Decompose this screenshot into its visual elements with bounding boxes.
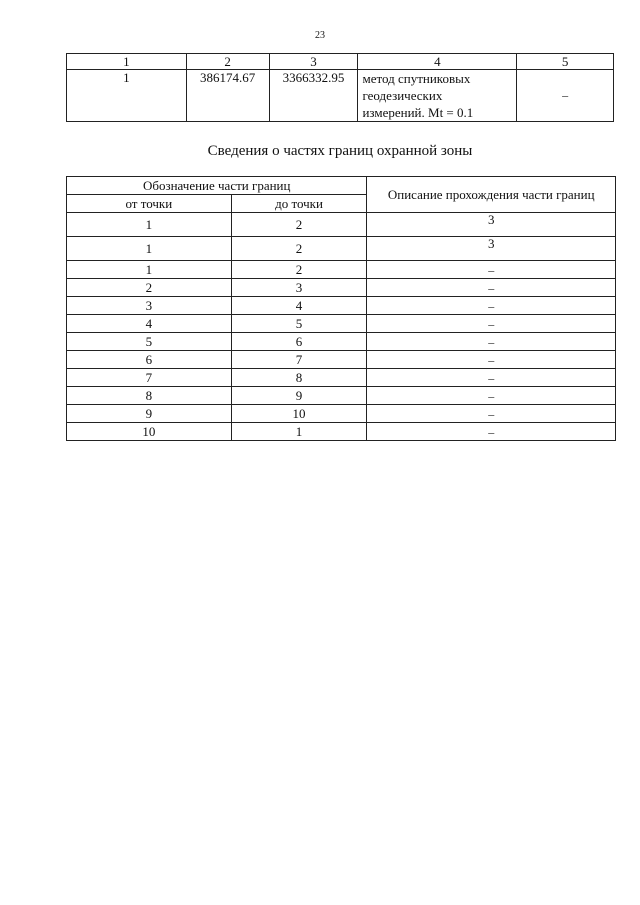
table-row	[67, 405, 616, 423]
boundary-parts-table	[66, 176, 616, 441]
table-row	[67, 315, 616, 333]
table-row	[67, 213, 616, 237]
description-cell: 3	[367, 237, 616, 261]
description-cell: –	[367, 279, 616, 297]
from-point-cell: 7	[67, 369, 232, 387]
x-coordinate-cell: 386174.67	[186, 70, 269, 122]
header-cell-4: 4	[358, 54, 517, 70]
description-cell: –	[367, 333, 616, 351]
coordinates-header-row	[67, 54, 614, 70]
header-cell-2: 2	[186, 54, 269, 70]
description-cell: –	[367, 261, 616, 279]
from-point-cell: 5	[67, 333, 232, 351]
header-cell-1: 1	[67, 54, 187, 70]
header-cell-5: 5	[517, 54, 614, 70]
page-number: 23	[315, 30, 325, 41]
to-point-cell: 8	[231, 369, 367, 387]
to-point-cell: 1	[231, 423, 367, 441]
y-coordinate-cell: 3366332.95	[269, 70, 358, 122]
table-row	[67, 261, 616, 279]
table-row	[67, 387, 616, 405]
description-cell: 3	[367, 213, 616, 237]
from-point-cell: 1	[67, 213, 232, 237]
from-point-cell: 3	[67, 297, 232, 315]
parts-table-body	[67, 213, 616, 441]
method-cell	[358, 70, 517, 122]
coordinates-table	[66, 53, 614, 122]
from-point-cell: 1	[67, 261, 232, 279]
to-point-cell: 2	[231, 237, 367, 261]
description-cell: –	[367, 351, 616, 369]
to-point-cell: 10	[231, 405, 367, 423]
from-point-cell: 4	[67, 315, 232, 333]
from-point-header: от точки	[67, 195, 232, 213]
table-row	[67, 351, 616, 369]
to-point-cell: 3	[231, 279, 367, 297]
table-row	[67, 279, 616, 297]
to-point-cell: 9	[231, 387, 367, 405]
from-point-cell: 2	[67, 279, 232, 297]
method-line: метод спутниковых	[362, 71, 471, 86]
from-point-cell: 6	[67, 351, 232, 369]
description-cell: –	[367, 369, 616, 387]
from-point-cell: 9	[67, 405, 232, 423]
group-header: Обозначение части границ	[67, 177, 367, 195]
description-cell: –	[367, 315, 616, 333]
to-point-cell: 6	[231, 333, 367, 351]
point-number-cell: 1	[67, 70, 187, 122]
group-header-row	[67, 177, 616, 195]
method-line: геодезических	[362, 88, 443, 103]
description-header: Описание прохождения части границ	[367, 177, 616, 213]
to-point-cell: 4	[231, 297, 367, 315]
table-row	[67, 369, 616, 387]
description-cell: –	[367, 423, 616, 441]
from-point-cell: 8	[67, 387, 232, 405]
description-cell: –	[367, 297, 616, 315]
to-point-header: до точки	[231, 195, 367, 213]
table-row	[67, 423, 616, 441]
to-point-cell: 2	[231, 213, 367, 237]
method-line: измерений. Mt = 0.1	[362, 105, 474, 120]
from-point-cell: 1	[67, 237, 232, 261]
table-row	[67, 70, 614, 122]
section-title: Сведения о частях границ охранной зоны	[207, 143, 473, 159]
col5-cell: –	[517, 70, 614, 122]
to-point-cell: 7	[231, 351, 367, 369]
description-cell: –	[367, 405, 616, 423]
table-row	[67, 333, 616, 351]
to-point-cell: 5	[231, 315, 367, 333]
header-cell-3: 3	[269, 54, 358, 70]
table-row	[67, 237, 616, 261]
description-cell: –	[367, 387, 616, 405]
from-point-cell: 10	[67, 423, 232, 441]
to-point-cell: 2	[231, 261, 367, 279]
table-row	[67, 297, 616, 315]
